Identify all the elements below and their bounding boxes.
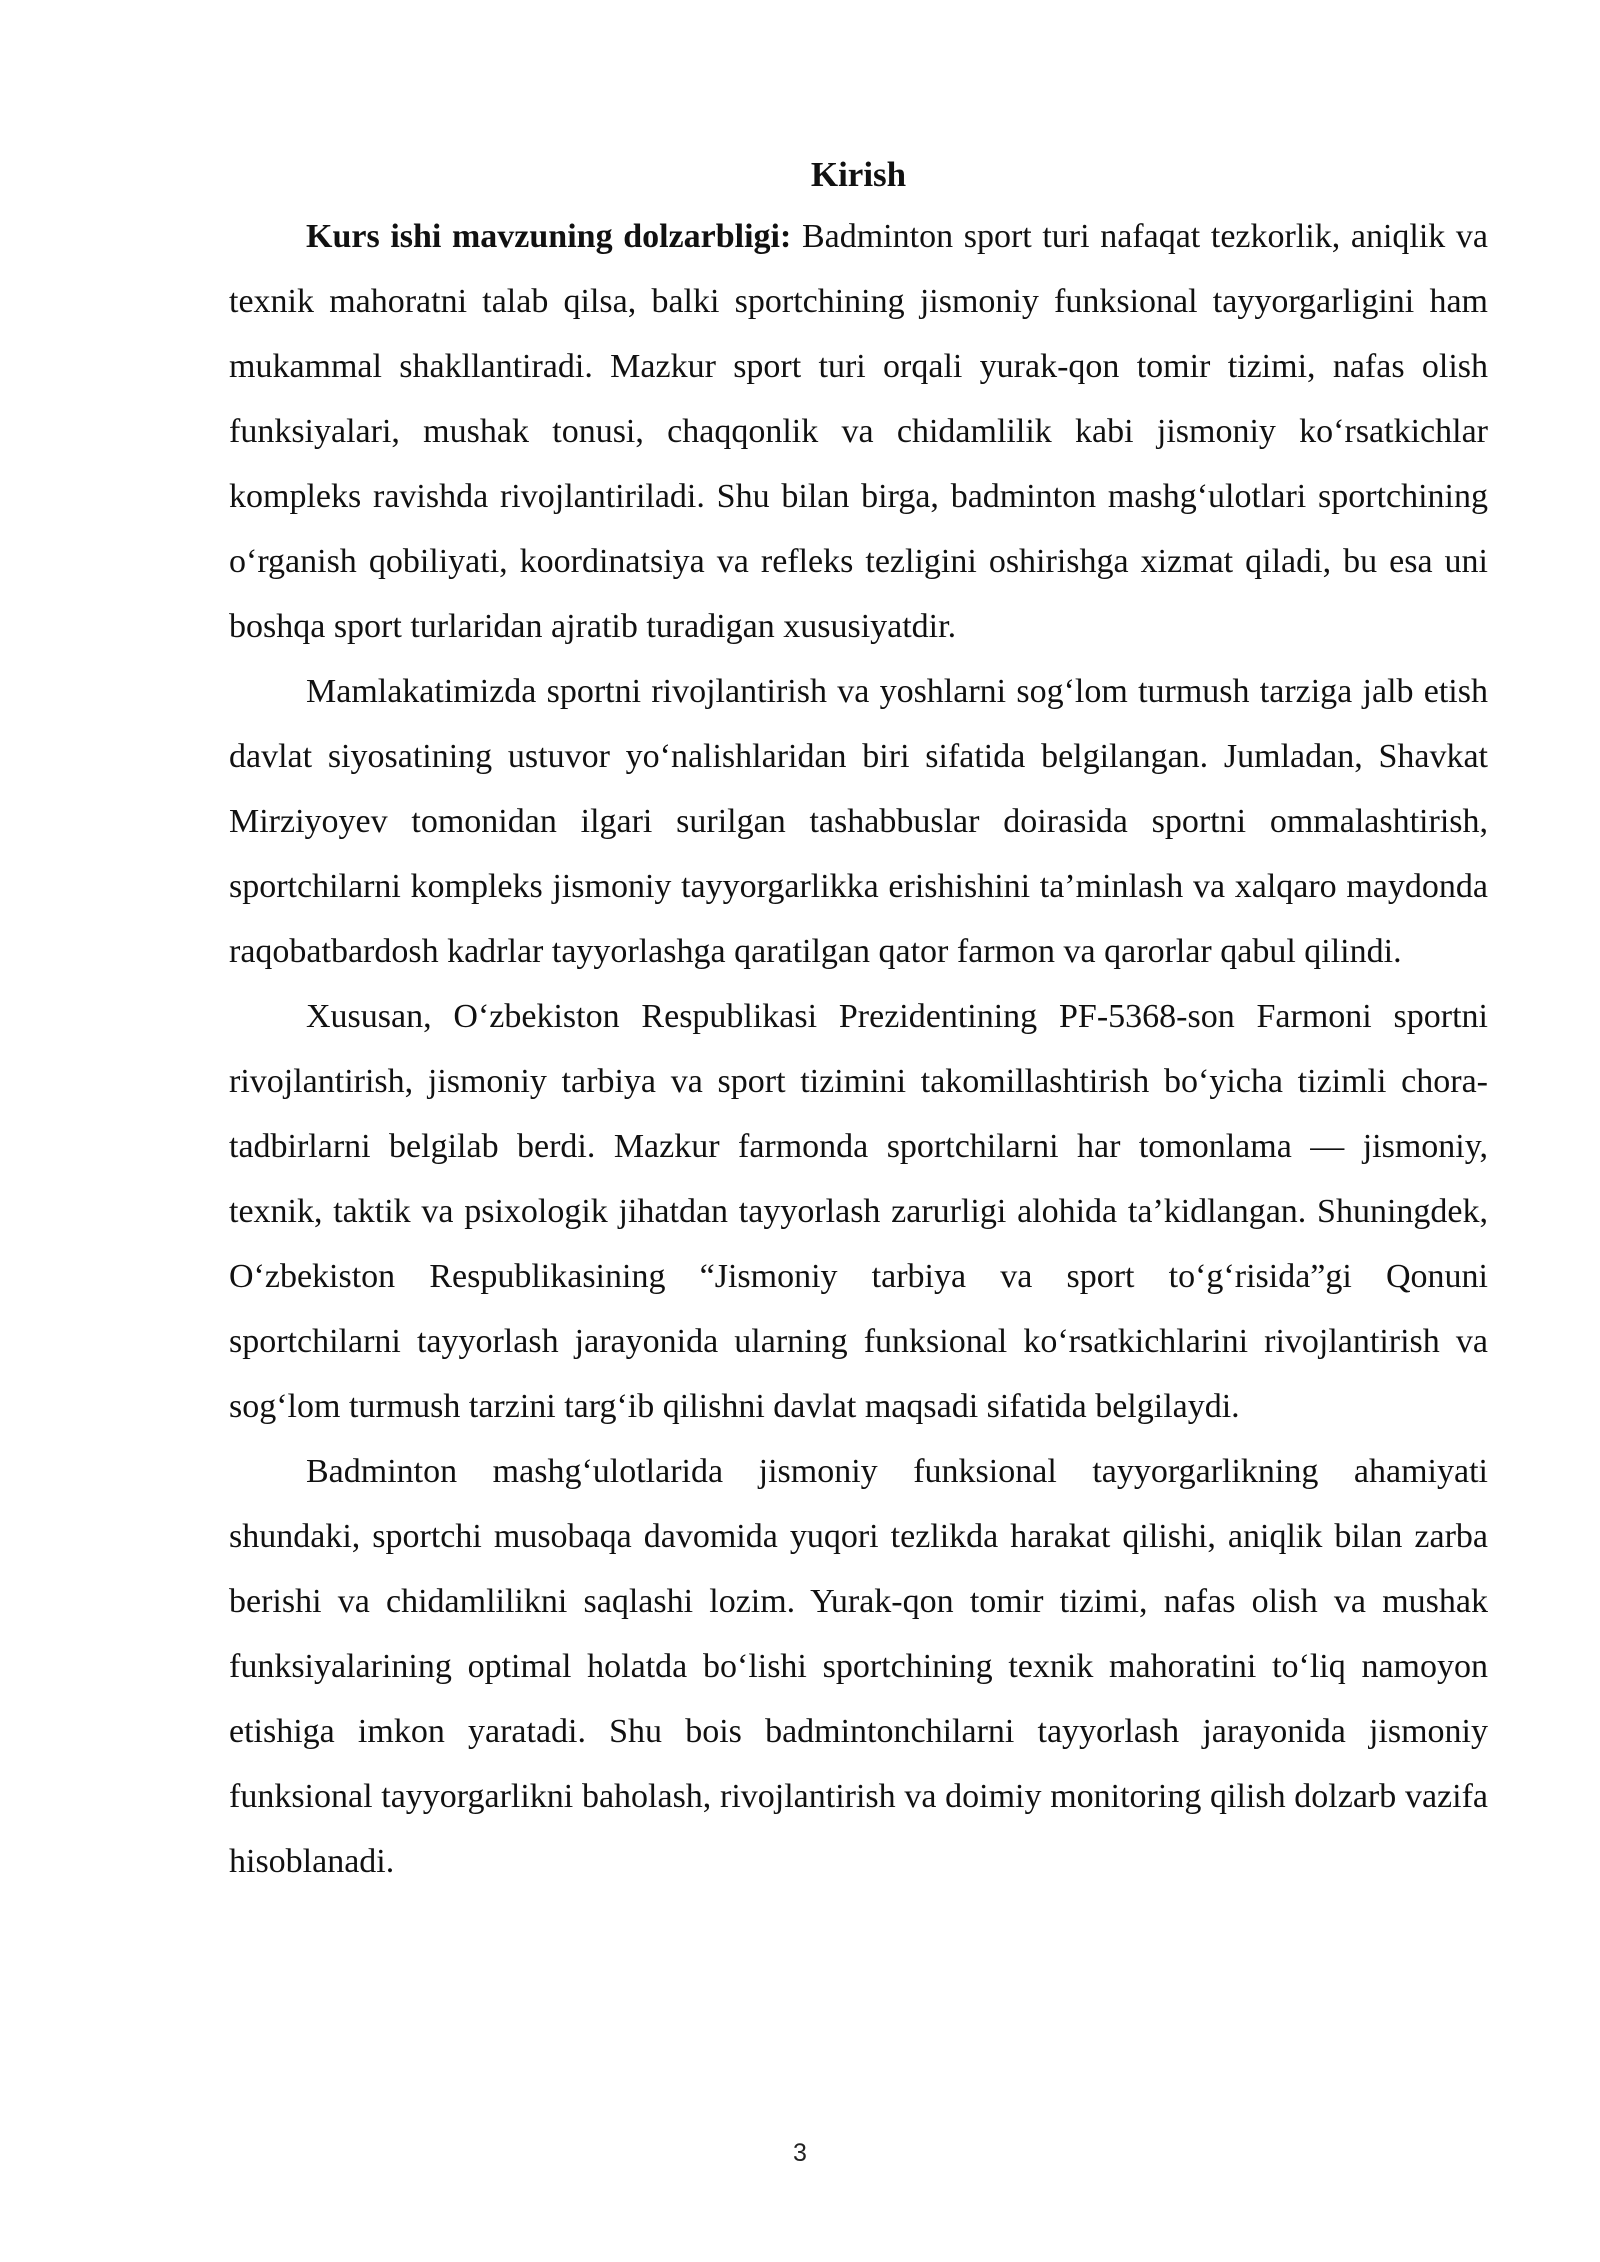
paragraph-decree: Xususan, O‘zbekiston Respublikasi Prezidentining PF-5368-son Farmoni sportni rivojlantirish, jismoniy tarbiya va sport tizimini takomillashtirish bo‘yicha tizimli chora-tadbirlarni belgilab berdi. Mazkur farmonda sportchilarni har tomonlama — jismoniy, texnik, taktik va psixologik jihatdan tayyorlash zarurligi alohida ta’kidlangan. Shuningdek, O‘zbekiston Respublikasining “Jismoniy tarbiya va sport to‘g‘risida”gi Qonuni sportchilarni tayyorlash jarayonida ularning funksional ko‘rsatkichlarini rivojlantirish va sog‘lom turmush tarzini targ‘ib qilishni davlat maqsadi sifatida belgilaydi.	[229, 998, 1488, 1425]
page-heading: Kirish	[810, 155, 907, 194]
paragraph-text: Badminton sport turi nafaqat tezkorlik, aniqlik va texnik mahoratni talab qilsa, balki sportchining jismoniy funksional tayyorgarligini ham mukammal shakllantiradi. Mazkur sport turi orqali yurak-qon tomir tizimi, nafas olish funksiyalari, mushak tonusi, chaqqonlik va chidamlilik kabi jismoniy ko‘rsatkichlar kompleks ravishda rivojlantiriladi. Shu bilan birga, badminton mashg‘ulotlari sportchining o‘rganish qobiliyati, koordinatsiya va refleks tezligini oshirishga xizmat qiladi, bu esa uni boshqa sport turlaridan ajratib turadigan xususiyatdir.	[229, 218, 1489, 645]
page-body	[229, 150, 1488, 1894]
paragraph-state-policy: Mamlakatimizda sportni rivojlantirish va yoshlarni sog‘lom turmush tarziga jalb etish davlat siyosatining ustuvor yo‘nalishlaridan biri sifatida belgilangan. Jumladan, Shavkat Mirziyoyev tomonidan ilgari surilgan tashabbuslar doirasida sportni ommalashtirish, sportchilarni kompleks jismoniy tayyorgarlikka erishishini ta’minlash va xalqaro maydonda raqobatbardosh kadrlar tayyorlashga qaratilgan qator farmon va qarorlar qabul qilindi.	[229, 673, 1488, 970]
paragraph-relevance	[229, 204, 1488, 659]
page-number: 3	[793, 2139, 807, 2167]
paragraph-importance: Badminton mashg‘ulotlarida jismoniy funksional tayyorgarlikning ahamiyati shundaki, sportchi musobaqa davomida yuqori tezlikda harakat qilishi, aniqlik bilan zarba berishi va chidamlilikni saqlashi lozim. Yurak-qon tomir tizimi, nafas olish va mushak funksiyalarining optimal holatda bo‘lishi sportchining texnik mahoratini to‘liq namoyon etishiga imkon yaratadi. Shu bois badmintonchilarni tayyorlash jarayonida jismoniy funksional tayyorgarlikni baholash, rivojlantirish va doimiy monitoring qilish dolzarb vazifa hisoblanadi.	[229, 1453, 1488, 1880]
paragraph-lead: Kurs ishi mavzuning dolzarbligi:	[306, 218, 792, 255]
